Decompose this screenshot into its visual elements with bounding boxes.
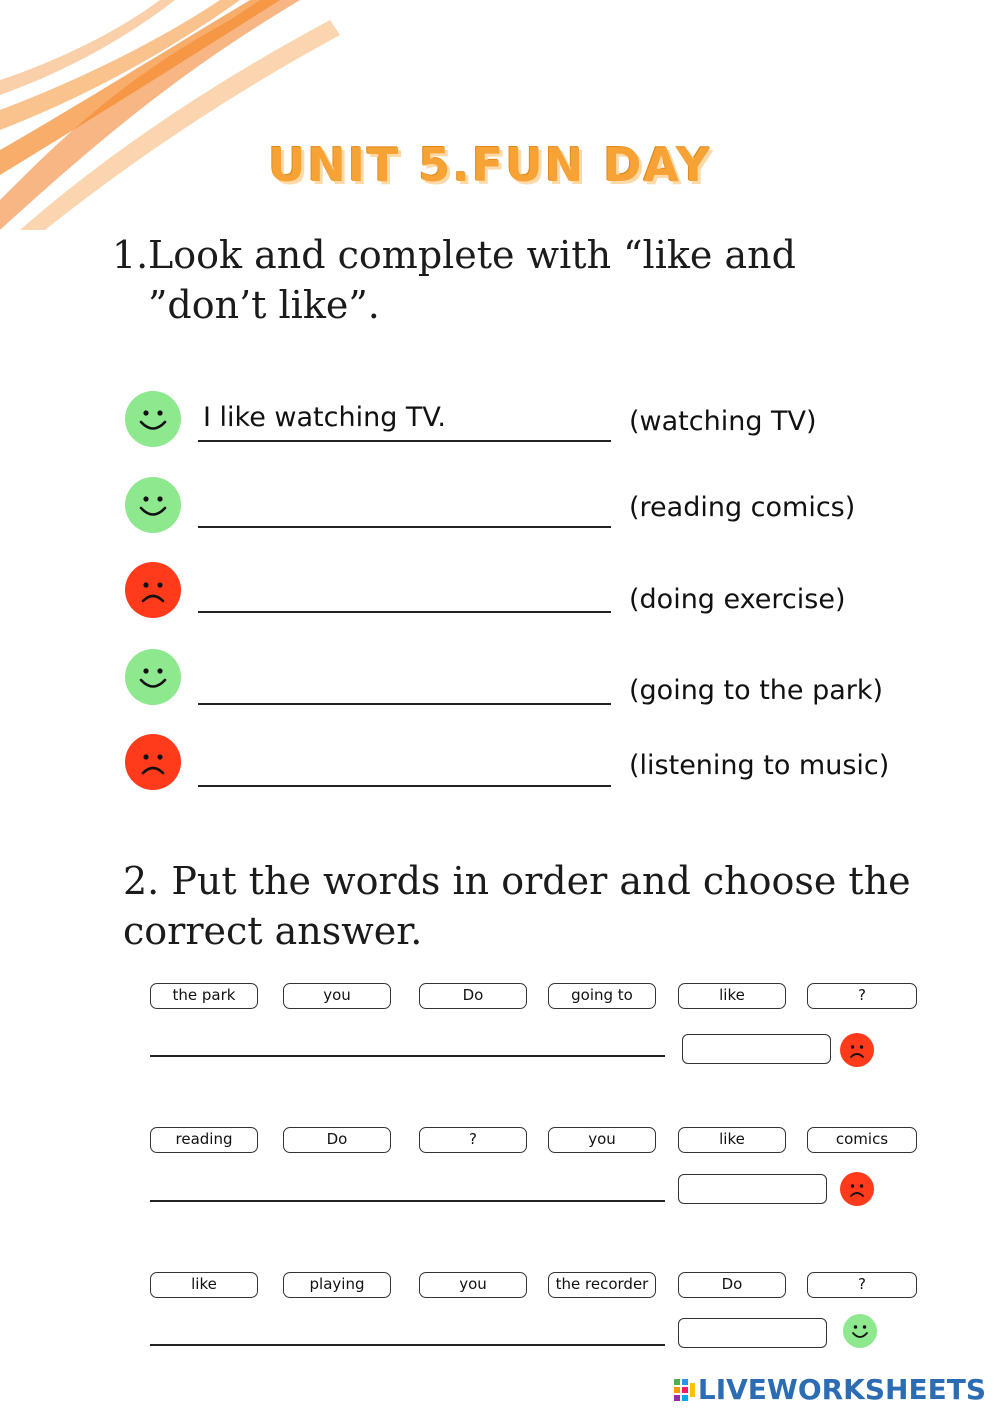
answer-3-line[interactable]	[198, 611, 611, 613]
answer-3-box[interactable]	[678, 1318, 827, 1348]
liveworksheets-logo-icon	[674, 1379, 696, 1401]
answer-1-line[interactable]	[198, 440, 611, 442]
answer-5-line[interactable]	[198, 785, 611, 787]
hint-3: (doing exercise)	[629, 584, 846, 615]
word-chip[interactable]: the recorder	[548, 1272, 656, 1298]
hint-4: (going to the park)	[629, 675, 884, 706]
hint-2: (reading comics)	[629, 492, 856, 523]
sad-face-icon	[840, 1172, 874, 1206]
sad-face-icon	[125, 562, 181, 618]
word-chip[interactable]: like	[678, 983, 786, 1009]
sad-face-icon	[125, 734, 181, 790]
question-1-instruction: Look and complete with “like and ”don’t like”.	[148, 233, 796, 327]
hint-1: (watching TV)	[629, 406, 817, 437]
sentence-1-line[interactable]	[150, 1055, 665, 1057]
question-2-instruction: 2. Put the words in order and choose the correct answer.	[123, 859, 911, 953]
happy-face-icon	[125, 649, 181, 705]
answer-2-line[interactable]	[198, 526, 611, 528]
answer-1-box[interactable]	[682, 1034, 831, 1064]
sentence-3-line[interactable]	[150, 1344, 665, 1346]
answer-4-line[interactable]	[198, 703, 611, 705]
happy-face-icon	[125, 391, 181, 447]
question-1-number: 1.	[112, 233, 149, 277]
word-chip[interactable]: like	[678, 1127, 786, 1153]
hint-5: (listening to music)	[629, 750, 890, 781]
liveworksheets-logo	[674, 1373, 986, 1406]
answer-2-box[interactable]	[678, 1174, 827, 1204]
word-chip[interactable]: ?	[419, 1127, 527, 1153]
happy-face-icon	[843, 1314, 877, 1348]
word-chip[interactable]: Do	[283, 1127, 391, 1153]
word-chip[interactable]: going to	[548, 983, 656, 1009]
word-chip[interactable]: ?	[807, 983, 917, 1009]
happy-face-icon	[125, 477, 181, 533]
word-chip[interactable]: you	[419, 1272, 527, 1298]
sentence-2-line[interactable]	[150, 1200, 665, 1202]
answer-1-text: I like watching TV.	[203, 402, 446, 433]
word-chip[interactable]: reading	[150, 1127, 258, 1153]
logo-text: LIVEWORKSHEETS	[697, 1373, 986, 1406]
word-chip[interactable]: Do	[419, 983, 527, 1009]
word-chip[interactable]: playing	[283, 1272, 391, 1298]
word-chip[interactable]: you	[283, 983, 391, 1009]
word-chip[interactable]: you	[548, 1127, 656, 1153]
sad-face-icon	[840, 1033, 874, 1067]
word-chip[interactable]: the park	[150, 983, 258, 1009]
word-chip[interactable]: like	[150, 1272, 258, 1298]
orange-ribbon-decoration	[0, 0, 340, 230]
word-chip[interactable]: comics	[807, 1127, 917, 1153]
word-chip[interactable]: Do	[678, 1272, 786, 1298]
word-chip[interactable]: ?	[807, 1272, 917, 1298]
worksheet-title: UNIT 5.FUN DAY	[268, 138, 712, 192]
